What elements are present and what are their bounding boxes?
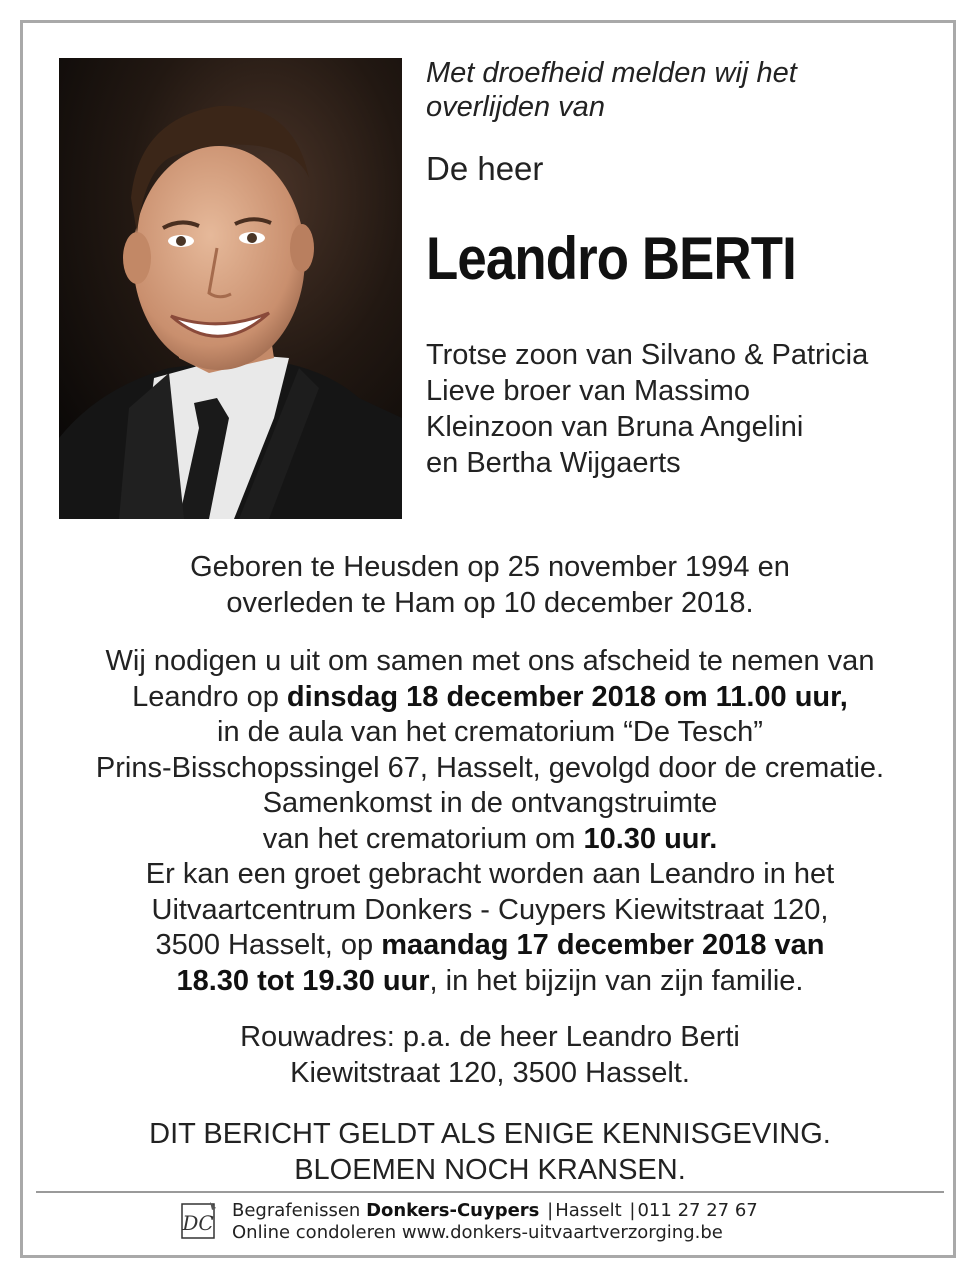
company-name: Donkers-Cuypers [366,1200,540,1221]
official-notice [0,1117,980,1188]
footer-divider [36,1191,944,1193]
notice-line: BLOEMEN NOCH KRANSEN. [294,1153,686,1186]
address-line: Kiewitstraat 120, 3500 Hasselt. [290,1056,690,1089]
deceased-name: Leandro BERTI [426,225,796,292]
company-phone[interactable]: 011 27 27 67 [637,1200,758,1221]
invite-line [0,928,980,964]
invite-line [0,964,980,1000]
invite-text: van het crematorium om [262,822,584,855]
invite-line [0,680,980,716]
funeral-home-logo-icon [180,1200,218,1242]
visitation-date: maandag 17 december 2018 van [381,929,825,961]
portrait-illustration [59,58,402,519]
address-line: Rouwadres: p.a. de heer Leandro Berti [240,1021,740,1053]
family-relations [426,337,946,481]
visitation-time: 18.30 tot 19.30 uur [176,964,430,997]
ceremony-invitation [0,644,980,999]
company-city: Hasselt [555,1200,622,1221]
notice-line: DIT BERICHT GELDT ALS ENIGE KENNISGEVING. [149,1118,831,1150]
invite-line [0,822,980,858]
invite-line: Prins-Bisschopssingel 67, Hasselt, gevolgd door de crematie. [95,751,885,784]
relation-line: Kleinzoon van Bruna Angelini [426,411,804,443]
invite-text: 3500 Hasselt, op [155,929,382,961]
invite-line: Wij nodigen u uit om samen met ons afscheid te nemen van [105,645,875,677]
intro-text [426,56,906,124]
portrait-photo [59,58,402,519]
logo-text: DC [182,1211,214,1235]
birth-death-info [0,550,980,621]
death-line: overleden te Ham op 10 december 2018. [226,586,754,619]
invite-text: Leandro op [132,680,287,713]
condolence-label: Online condoleren [232,1222,397,1243]
intro-line-2: overlijden van [426,91,605,123]
intro-line-1: Met droefheid melden wij het [426,57,797,89]
website-link[interactable]: www.donkers-uitvaartverzorging.be [401,1222,723,1243]
separator: | [629,1200,636,1221]
relation-line: Trotse zoon van Silvano & Patricia [426,339,869,371]
mourning-address [0,1020,980,1091]
ceremony-datetime: dinsdag 18 december 2018 om 11.00 uur, [286,680,848,713]
footer-prefix: Begrafenissen [232,1200,367,1221]
gathering-time: 10.30 uur. [583,822,718,855]
funeral-home-footer [232,1200,758,1244]
invite-line: Er kan een groet gebracht worden aan Leandro in het [145,858,835,890]
relation-line: en Bertha Wijgaerts [426,447,681,479]
honorific: De heer [426,150,544,187]
invite-line: Uitvaartcentrum Donkers - Cuypers Kiewitstraat 120, [151,893,829,926]
footer-line-1 [232,1200,758,1222]
invite-text: , in het bijzijn van zijn familie. [429,964,804,997]
birth-line: Geboren te Heusden op 25 november 1994 en [190,551,790,583]
footer-line-2 [232,1222,758,1244]
relation-line: Lieve broer van Massimo [426,375,750,407]
invite-line: in de aula van het crematorium “De Tesch” [217,716,763,748]
separator: | [547,1200,554,1221]
invite-line: Samenkomst in de ontvangstruimte [262,787,718,819]
